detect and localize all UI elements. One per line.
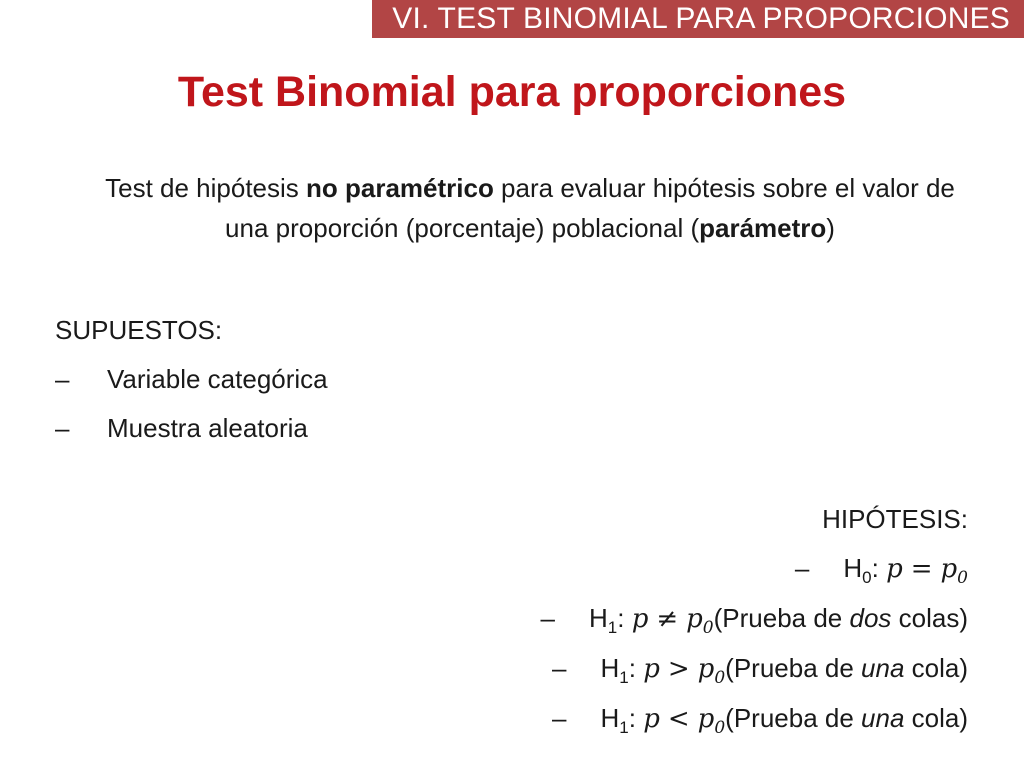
intro-paragraph [80,168,980,248]
hypothesis-operator: ≠ [656,604,679,634]
hypothesis-label: $H_0$: [843,553,879,588]
hypothesis-note: (Prueba de una cola) [725,703,968,733]
assumptions-section [55,306,328,453]
dash-bullet: – [552,653,567,683]
hypothesis-null [541,544,969,594]
slide-title: Test Binomial para proporciones [177,68,847,116]
intro-text-1: Test de hipótesis [105,173,306,203]
hypothesis-operator: < [667,704,690,734]
hypothesis-operator: > [667,654,690,684]
hypothesis-label: $H_1$: [600,653,636,688]
hypothesis-lhs: p [886,554,903,584]
dash-bullet: – [794,553,810,583]
hypothesis-note: (Prueba de una cola) [725,653,968,683]
hypothesis-label: $H_1$: [600,703,636,738]
hypothesis-lhs: p [631,604,649,634]
dash-bullet: – [55,364,70,394]
hypothesis-alt-greater [541,644,969,694]
hypothesis-alt-two-tailed [541,594,969,644]
assumptions-heading: SUPUESTOS: [55,315,223,345]
section-banner [0,0,1024,38]
assumption-item [55,404,328,453]
hypothesis-rhs: $p_0$ [686,604,714,639]
intro-text-2: para evaluar hipótesis sobre el valor de una proporción (porcentaje) poblacional ( [225,173,955,243]
hypothesis-rhs: $p_0$ [697,704,726,739]
dash-bullet: – [55,413,70,443]
hypothesis-label: $H_1$: [588,603,625,638]
dash-bullet: – [540,603,555,633]
hypothesis-operator: = [910,554,933,584]
hypotheses-section [541,495,969,744]
intro-bold-1: no paramétrico [306,173,494,203]
hypothesis-alt-less [541,694,969,744]
intro-text-3: ) [826,213,835,243]
section-banner-label: VI. TEST BINOMIAL PARA PROPORCIONES [372,0,1024,38]
hypothesis-rhs: $p_0$ [940,554,968,589]
dash-bullet: – [552,703,567,733]
assumption-item [55,355,328,404]
hypothesis-lhs: p [643,704,660,734]
hypotheses-heading: HIPÓTESIS: [822,504,968,534]
hypothesis-lhs: p [643,654,660,684]
hypothesis-note: (Prueba de dos colas) [713,603,968,633]
assumption-text: Muestra aleatoria [107,413,308,443]
hypothesis-rhs: $p_0$ [697,654,726,689]
assumption-text: Variable categórica [107,364,328,394]
intro-bold-2: parámetro [699,213,827,243]
